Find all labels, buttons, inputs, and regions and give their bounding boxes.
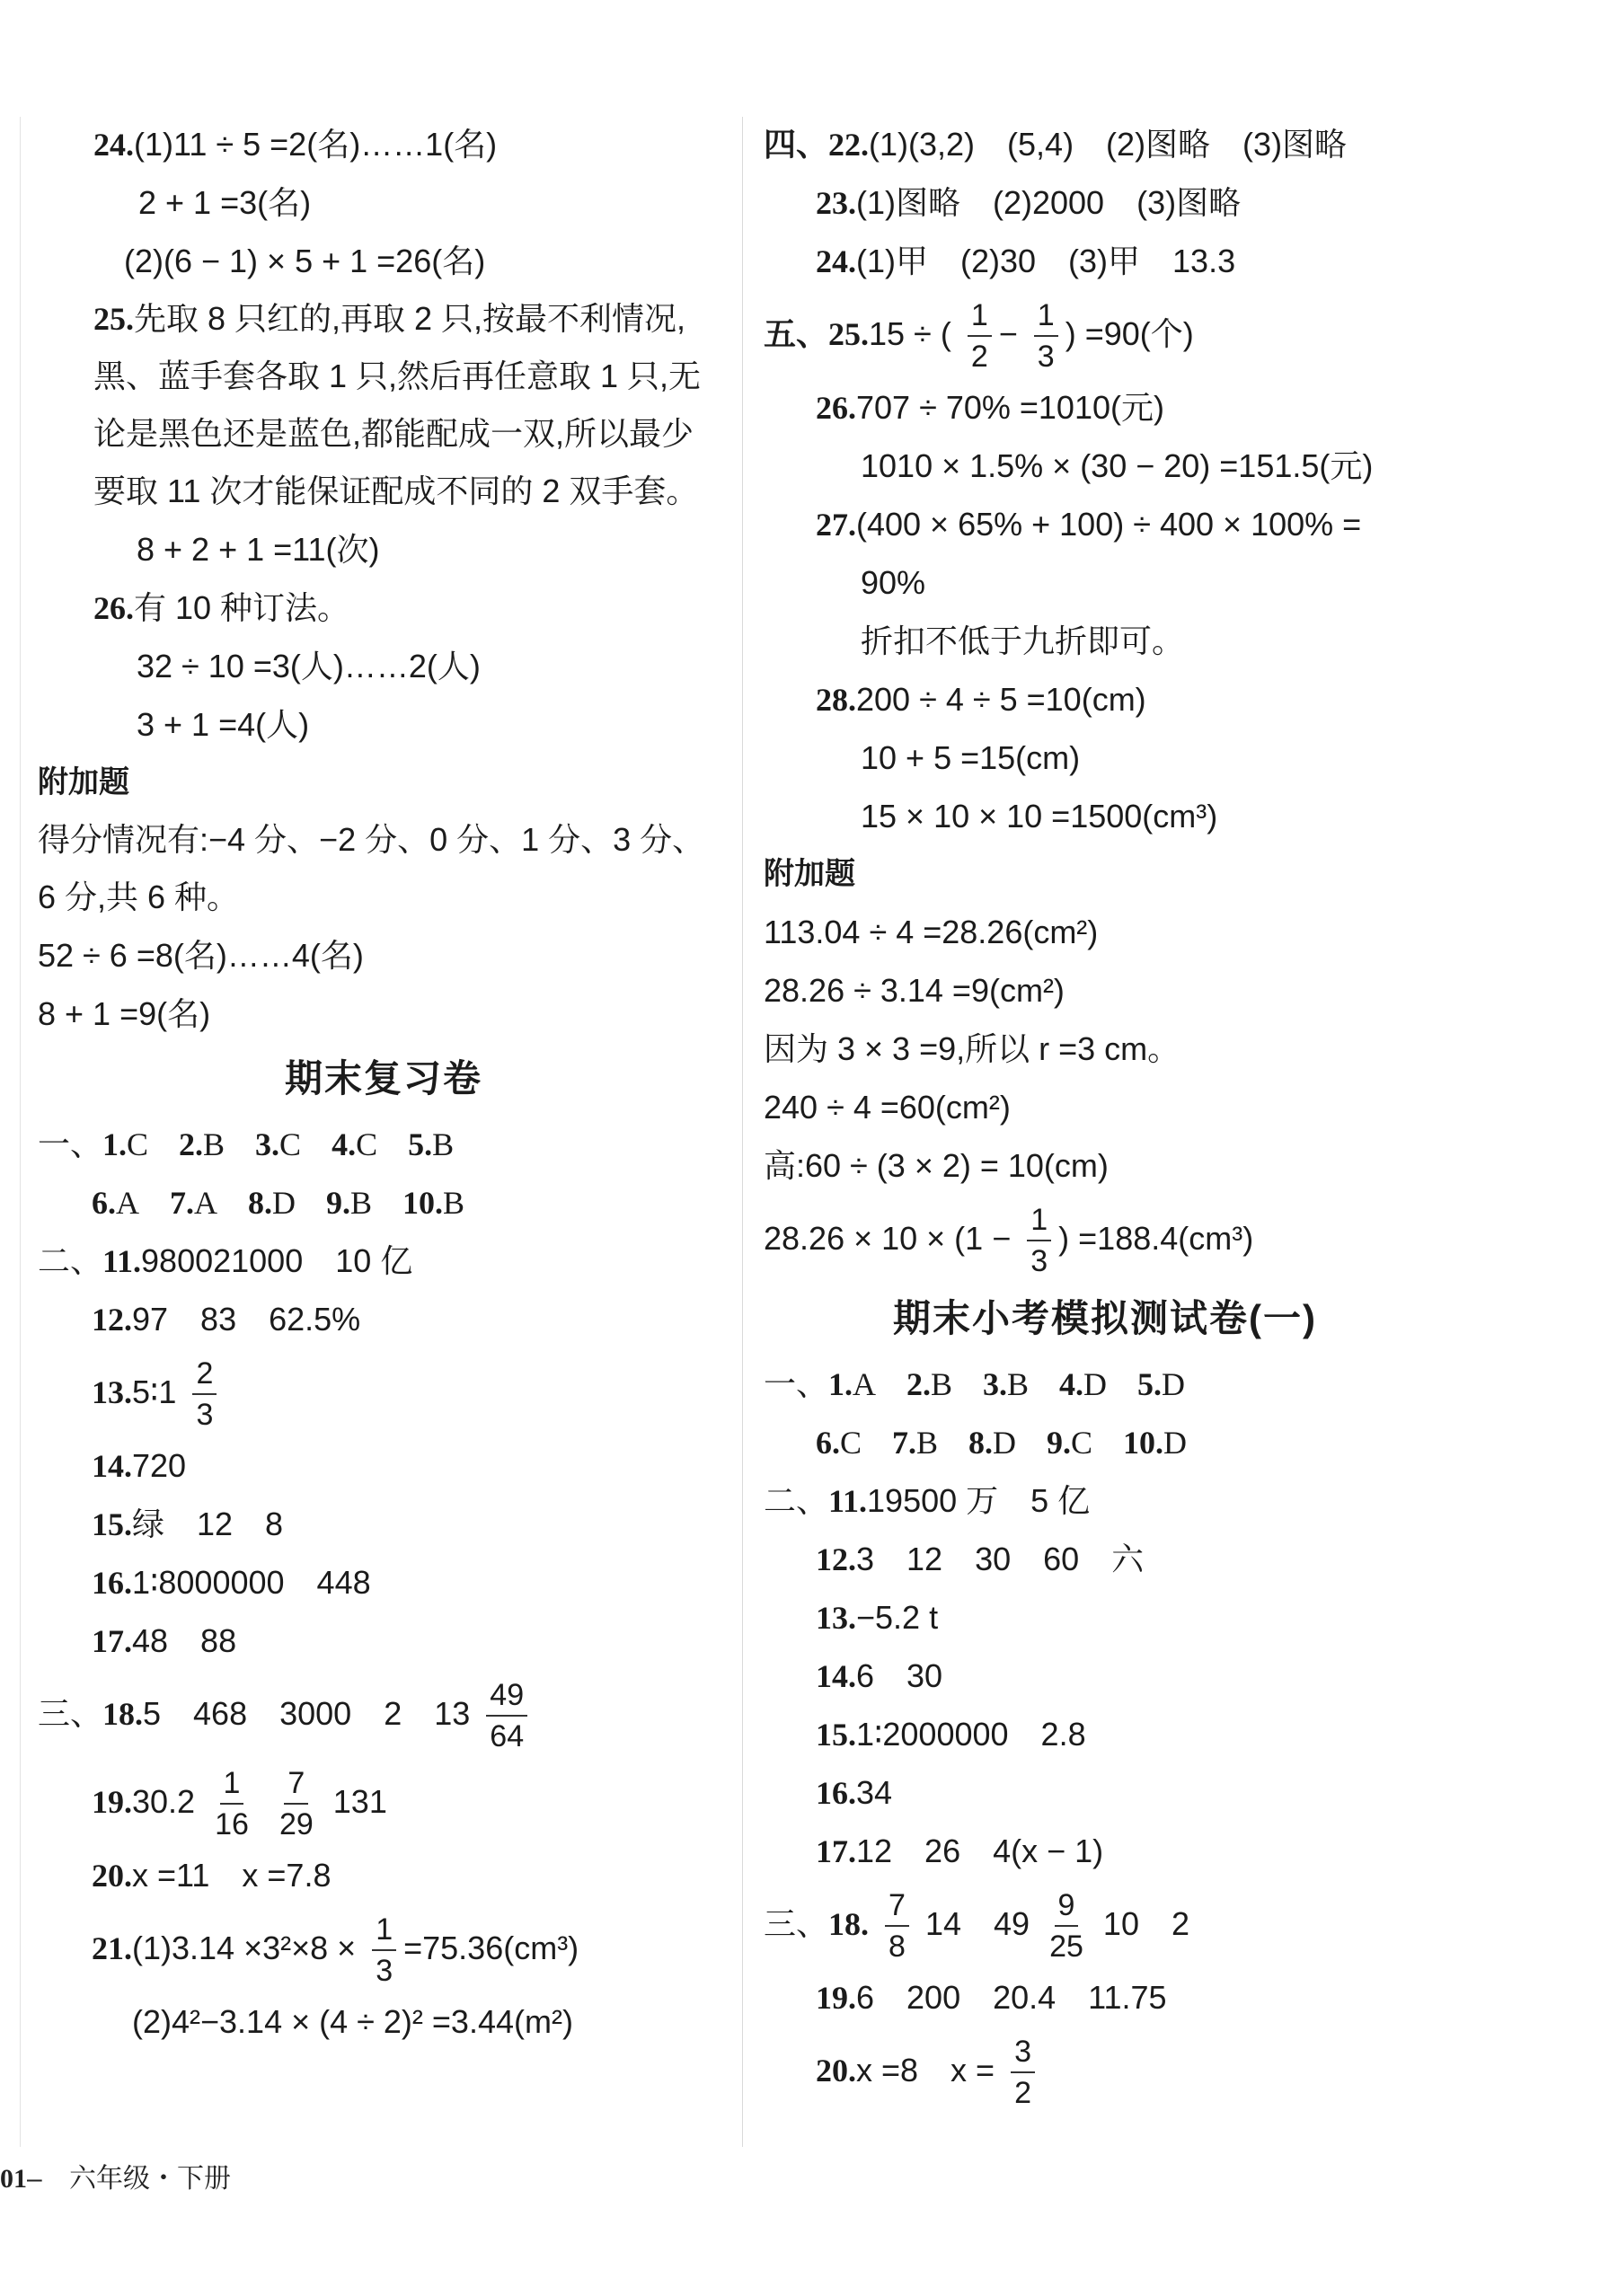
mock-s1-row2-item-choice-4: D: [1163, 1425, 1188, 1461]
answer-28-line3: 15 × 10 × 10 =1500(cm³): [861, 798, 1218, 835]
answer-26-line2: 32 ÷ 10 =3(人)……2(人): [137, 648, 481, 684]
answer-25-fraction-2: $\frac{1}{3}$: [1034, 296, 1058, 376]
extra-right-line5: 高:60 ÷ (3 × 2) = 10(cm): [764, 1147, 1109, 1184]
page-edge-line: [20, 117, 21, 2147]
mock-s1-row2-item-num-3: 9.: [1047, 1425, 1072, 1461]
column-divider: [742, 117, 743, 2147]
review-s1-row2-item-choice-0: A: [116, 1185, 139, 1221]
review-q18: 三、18.5 468 3000 2 13 $\frac{49}{64}$: [38, 1670, 729, 1758]
review-title: 期末复习卷: [284, 1057, 482, 1099]
review-s1-row1-item-1: [179, 1126, 225, 1162]
review-q11: 二、11.980021000 10 亿: [38, 1242, 413, 1279]
mock-q20-fraction: $\frac{3}{2}$: [1011, 2032, 1035, 2113]
mock-s1-row1-item-num-3: 4.: [1059, 1366, 1084, 1402]
mock-s1-row1-item-num-2: 3.: [983, 1366, 1008, 1402]
review-q16: 16.1∶8000000 448: [92, 1564, 371, 1601]
mock-q16: 16.34: [816, 1774, 893, 1811]
review-q15: 15.绿 12 8: [92, 1506, 284, 1542]
mock-s1-row2-item-choice-1: B: [916, 1425, 939, 1461]
mock-s1-row1-item-1: [906, 1365, 952, 1402]
extra-line3: 8 + 1 =9(名): [38, 995, 211, 1032]
review-q19-fraction-2: $\frac{7}{29}$: [276, 1763, 317, 1844]
mock-s1-row1-item-choice-1: B: [931, 1366, 953, 1402]
extra-heading: 附加题: [38, 765, 129, 799]
answer-27-line3: 折扣不低于九折即可。: [861, 623, 1185, 659]
review-s1-row1-item-0: [102, 1126, 148, 1162]
extra-heading-right: 附加题: [764, 857, 855, 891]
mock-q17: 17.12 26 4(x − 1): [816, 1832, 1104, 1869]
review-s1-row2-item-choice-3: B: [350, 1185, 373, 1221]
page-number: 01: [0, 2164, 27, 2194]
mock-s1-row2-item-4: [1123, 1424, 1187, 1461]
answer-25-line2: 8 + 2 + 1 =11(次): [137, 531, 380, 568]
mock-q11: 二、11.19500 万 5 亿: [764, 1482, 1091, 1519]
mock-s1-row1-item-num-4: 5.: [1137, 1366, 1163, 1402]
review-q19: 19.30.2 $\frac{1}{16}$ $\frac{7}{29}$ 131: [38, 1758, 729, 1846]
mock-s1-row2-item-1: [892, 1424, 938, 1461]
review-q20: 20.x =11 x =7.8: [92, 1857, 332, 1894]
review-s1-row2-item-choice-4: B: [443, 1185, 465, 1221]
review-s1-row2-item-num-1: 7.: [170, 1185, 194, 1221]
review-q18-fraction: $\frac{49}{64}$: [486, 1675, 527, 1756]
answer-25-fraction-1: $\frac{1}{2}$: [968, 296, 992, 376]
mock-q15: 15.1∶2000000 2.8: [816, 1716, 1086, 1753]
mock-s1-row1-item-num-1: 2.: [906, 1366, 932, 1402]
mock-q19: 19.6 200 20.4 11.75: [816, 1979, 1167, 2016]
mock-s1-row1-item-2: [983, 1365, 1029, 1402]
mock-s1-row1-item-choice-4: D: [1162, 1366, 1186, 1402]
footer-grade: 六年级・下册: [69, 2164, 232, 2194]
mock-s1-row1-item-0: [828, 1365, 876, 1402]
mock-s1-row1-item-choice-3: D: [1083, 1366, 1108, 1402]
mock-s1-row2-item-num-0: 6.: [816, 1425, 840, 1461]
review-s1-row2-item-3: [326, 1184, 372, 1221]
mock-s1-row2: [764, 1413, 1446, 1471]
review-s1-row1-item-num-3: 4.: [332, 1126, 357, 1162]
answer-24-line2: 2 + 1 =3(名): [138, 184, 312, 221]
mock-q20: 20.x =8 x = $\frac{3}{2}$: [764, 2027, 1446, 2115]
extra-right-line3: 因为 3 × 3 =9,所以 r =3 cm。: [764, 1030, 1180, 1067]
mock-s1-row1-item-num-0: 1.: [828, 1366, 853, 1402]
mock-s1-row2-item-3: [1047, 1424, 1092, 1461]
review-s1-row1-item-choice-3: C: [356, 1126, 378, 1162]
answer-28-line2: 10 + 5 =15(cm): [861, 739, 1081, 776]
answer-22: 四、22.(1)(3,2) (5,4) (2)图略 (3)图略: [764, 126, 1348, 163]
review-s1-row2-item-1: [170, 1184, 217, 1221]
review-q14: 14.720: [92, 1447, 187, 1484]
review-s1-row1-item-num-2: 3.: [255, 1126, 280, 1162]
review-s1-row1-item-choice-1: B: [203, 1126, 225, 1162]
review-s1-row1-item-choice-0: C: [127, 1126, 149, 1162]
review-q12: 12.97 83 62.5%: [92, 1301, 361, 1338]
answer-27-line1: 27.(400 × 65% + 100) ÷ 400 × 100% =: [816, 506, 1362, 543]
review-s1-row2: [38, 1173, 729, 1232]
mock-q18: 三、18. $\frac{7}{8}$ 14 49 $\frac{9}{25}$ 10 2: [764, 1880, 1446, 1968]
mock-s1-row2-item-0: [816, 1424, 862, 1461]
review-s1-row1-item-3: [332, 1126, 377, 1162]
left-column: [38, 115, 729, 2051]
answer-26-line1: 26.有 10 种订法。: [93, 589, 350, 626]
mock-s1-row1-item-3: [1059, 1365, 1107, 1402]
mock-q18-fraction-2: $\frac{9}{25}$: [1046, 1885, 1087, 1966]
answer-26-right-line1: 26.707 ÷ 70% =1010(元): [816, 389, 1164, 426]
mock-s1-row2-item-choice-0: C: [840, 1425, 862, 1461]
review-q21-line2: (2)4²−3.14 × (4 ÷ 2)² =3.44(m²): [132, 2003, 573, 2040]
mock-q14: 14.6 30: [816, 1657, 943, 1694]
review-s1-row2-item-choice-2: D: [272, 1185, 296, 1221]
review-s1-row1-item-num-1: 2.: [179, 1126, 204, 1162]
review-q13-fraction: $\frac{2}{3}$: [192, 1354, 217, 1435]
extra-line2: 52 ÷ 6 =8(名)……4(名): [38, 937, 364, 974]
review-s1-row1-item-num-4: 5.: [408, 1126, 433, 1162]
extra-text: 得分情况有:−4 分、−2 分、0 分、1 分、3 分、6 分,共 6 种。: [38, 821, 705, 915]
answer-24-right: 24.(1)甲 (2)30 (3)甲 13.3: [816, 243, 1236, 279]
review-q17: 17.48 88: [92, 1622, 237, 1659]
mock-s1-row2-item-choice-3: C: [1071, 1425, 1093, 1461]
answer-28-line1: 28.200 ÷ 4 ÷ 5 =10(cm): [816, 681, 1146, 718]
review-s1-row2-item-num-3: 9.: [326, 1185, 350, 1221]
review-s1-row1: 一、1.C 2.B 3.C 4.C 5.B: [38, 1126, 455, 1162]
extra-right-line2: 28.26 ÷ 3.14 =9(cm²): [764, 972, 1065, 1009]
review-q21-line1: 21.(1)3.14 ×3²×8 × $\frac{1}{3}$ =75.36(cm³): [38, 1904, 729, 1992]
mock-s1-row2-item-num-2: 8.: [968, 1425, 994, 1461]
review-s1-row1-item-4: [408, 1126, 454, 1162]
answer-25-right: 五、25.15 ÷ ( $\frac{1}{2}$ − $\frac{1}{3}$ ) =90(个): [764, 290, 1446, 378]
review-q21-fraction: $\frac{1}{3}$: [372, 1910, 396, 1991]
review-s1-row2-item-0: [92, 1184, 139, 1221]
review-s1-row2-item-4: [402, 1184, 464, 1221]
mock-s1-row2-item-choice-2: D: [993, 1425, 1017, 1461]
review-s1-row1-item-choice-2: C: [279, 1126, 302, 1162]
mock-q13: 13.−5.2 t: [816, 1599, 939, 1636]
page-footer: 01– 六年级・下册: [0, 2164, 232, 2194]
answer-24-line1: 24.(1)11 ÷ 5 =2(名)……1(名): [93, 126, 498, 163]
answer-27-line2: 90%: [861, 564, 926, 601]
mock-title: 期末小考模拟测试卷(一): [893, 1297, 1317, 1339]
review-q13: 13.5∶1 $\frac{2}{3}$: [38, 1348, 729, 1436]
mock-q18-fraction-1: $\frac{7}{8}$: [885, 1885, 909, 1966]
mock-s1-row2-item-num-4: 10.: [1123, 1425, 1164, 1461]
review-s1-row2-item-choice-1: A: [194, 1185, 217, 1221]
review-s1-row1-item-choice-4: B: [432, 1126, 455, 1162]
mock-s1-row2-item-2: [968, 1424, 1016, 1461]
answer-23: 23.(1)图略 (2)2000 (3)图略: [816, 184, 1242, 221]
mock-q12: 12.3 12 30 60 六: [816, 1541, 1145, 1577]
answer-26-line3: 3 + 1 =4(人): [137, 706, 310, 743]
review-q19-fraction-1: $\frac{1}{16}$: [211, 1763, 252, 1844]
mock-s1-row1-item-choice-0: A: [853, 1366, 877, 1402]
mock-s1-row1-item-choice-2: B: [1007, 1366, 1030, 1402]
review-s1-row1-item-num-0: 1.: [102, 1126, 128, 1162]
mock-s1-row2-item-num-1: 7.: [892, 1425, 917, 1461]
extra-right-line1: 113.04 ÷ 4 =28.26(cm²): [764, 914, 1099, 950]
extra-right-fraction: $\frac{1}{3}$: [1027, 1200, 1051, 1281]
review-s1-row2-item-num-2: 8.: [248, 1185, 272, 1221]
answer-24-line3: (2)(6 − 1) × 5 + 1 =26(名): [124, 243, 486, 279]
answer-26-right-line2: 1010 × 1.5% × (30 − 20) =151.5(元): [861, 447, 1374, 484]
mock-s1-row1: 一、1.A 2.B 3.B 4.D 5.D: [764, 1365, 1186, 1402]
right-column: [764, 115, 1446, 2115]
review-s1-row2-item-num-0: 6.: [92, 1185, 116, 1221]
review-s1-row2-item-num-4: 10.: [402, 1185, 444, 1221]
answer-25-text: 25.先取 8 只红的,再取 2 只,按最不利情况,黑、蓝手套各取 1 只,然后再任意取 1 只,无论是黑色还是蓝色,都能配成一双,所以最少要取 11 次才能保证配成不同的 2 双手套。: [93, 300, 702, 509]
extra-right-line4: 240 ÷ 4 =60(cm²): [764, 1089, 1011, 1126]
extra-right-line6: 28.26 × 10 × (1 − $\frac{1}{3}$ ) =188.4(cm³): [764, 1195, 1446, 1283]
mock-s1-row1-item-4: [1137, 1365, 1185, 1402]
review-s1-row2-item-2: [248, 1184, 296, 1221]
review-s1-row1-item-2: [255, 1126, 301, 1162]
